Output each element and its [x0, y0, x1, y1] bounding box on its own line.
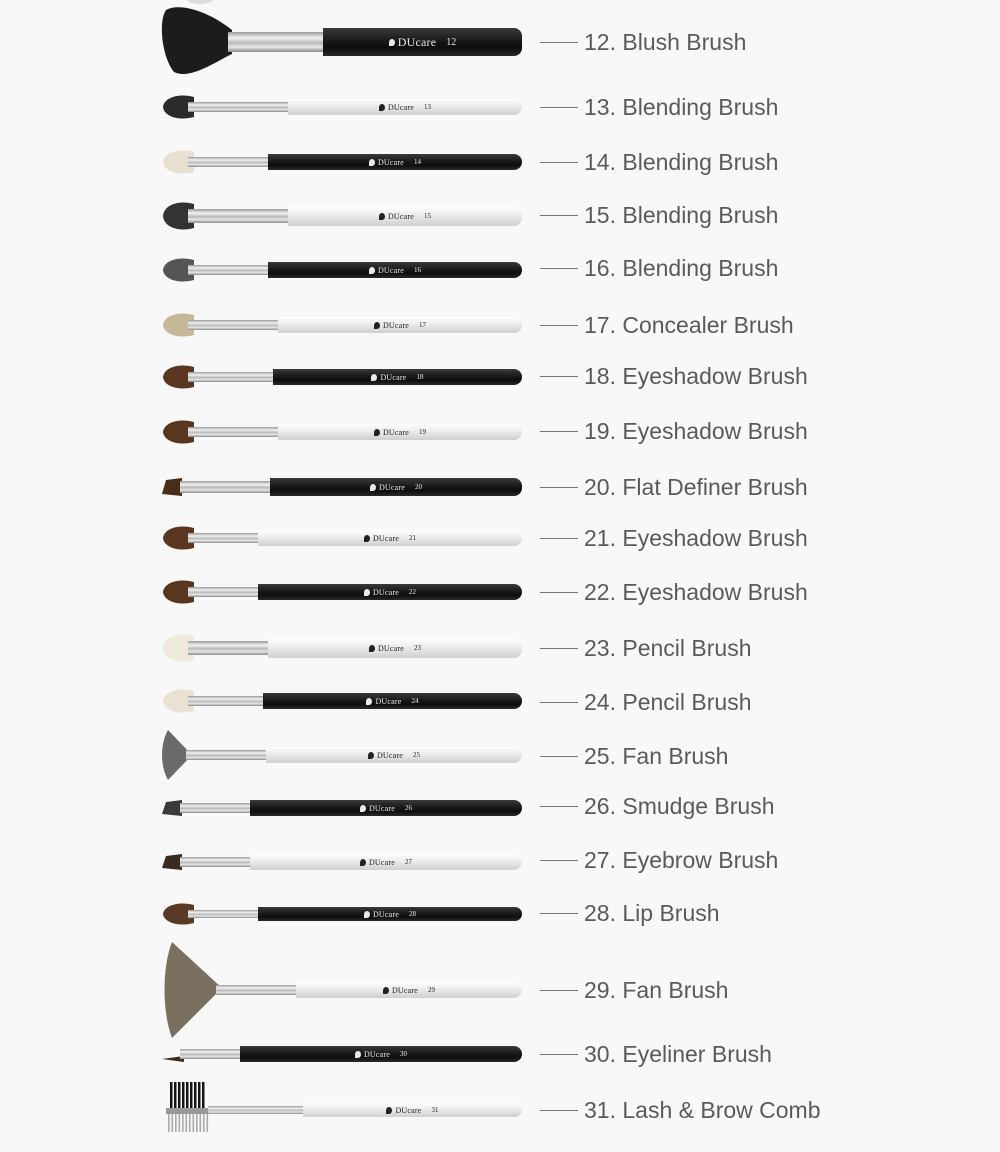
handle-brand: DUcare [372, 909, 400, 919]
brush-handle [250, 800, 522, 816]
handle-number: 23 [414, 644, 422, 652]
handle-number: 26 [405, 804, 413, 812]
brush-ferrule [228, 32, 323, 52]
brush-bristles [162, 800, 182, 821]
handle-brand: DUcare [368, 857, 396, 867]
leader-line [540, 42, 578, 43]
bristle-tuft [194, 1082, 197, 1108]
handle-brand: DUcare [375, 696, 402, 706]
comb-tooth [182, 1114, 184, 1132]
leader-line [540, 756, 578, 757]
brush-handle [303, 1103, 522, 1117]
handle-brand: DUcare [391, 985, 419, 995]
brush-ferrule [216, 985, 296, 995]
bristle-tuft [198, 1082, 201, 1108]
comb-tooth [179, 1114, 181, 1132]
leader-line [540, 431, 578, 432]
brand-logo-icon [369, 267, 375, 274]
brand-logo-icon [379, 104, 385, 111]
brand-logo-icon [374, 322, 380, 329]
brush-label: 18. Eyeshadow Brush [584, 363, 808, 389]
leader-line [540, 1054, 578, 1055]
brush-handle [273, 369, 522, 385]
brand-logo-icon [371, 374, 377, 381]
brush-label: 17. Concealer Brush [584, 312, 794, 338]
brush-ferrule [188, 102, 288, 112]
handle-number: 27 [405, 858, 413, 866]
handle-number: 19 [419, 428, 427, 436]
handle-number: 29 [428, 986, 436, 994]
bristle-tuft [174, 1082, 177, 1108]
handle-brand: DUcare [378, 482, 406, 492]
brush-label: 23. Pencil Brush [584, 635, 752, 661]
leader-line [540, 376, 578, 377]
comb-spine [166, 1108, 210, 1114]
handle-number: 24 [411, 697, 419, 705]
leader-line [540, 325, 578, 326]
brush-label: 19. Eyeshadow Brush [584, 418, 808, 444]
leader-line [540, 860, 578, 861]
brush-handle [258, 584, 522, 600]
brush-ferrule [186, 750, 266, 760]
handle-number: 13 [424, 103, 432, 111]
brush-handle [268, 154, 522, 170]
brush-ferrule [188, 372, 273, 382]
brush-handle [278, 424, 522, 440]
brand-logo-icon [386, 1107, 392, 1114]
brand-logo-icon [360, 859, 366, 866]
brush-ferrule [188, 209, 288, 223]
brush-label: 26. Smudge Brush [584, 793, 775, 819]
handle-number: 20 [415, 483, 423, 491]
comb-tooth [207, 1114, 209, 1132]
bristle-head [162, 800, 182, 816]
brush-label: 27. Eyebrow Brush [584, 847, 779, 873]
brush-label: 29. Fan Brush [584, 977, 729, 1003]
brush-ferrule [180, 481, 270, 493]
handle-brand: DUcare [377, 265, 405, 275]
handle-number: 16 [414, 266, 422, 274]
brush-handle [288, 206, 522, 226]
brush-handle [288, 99, 522, 115]
brand-logo-icon [369, 645, 375, 652]
brush-ferrule [208, 1106, 303, 1114]
bristle-head [162, 7, 232, 74]
leader-line [540, 107, 578, 108]
handle-brand: DUcare [395, 1105, 422, 1115]
brush-handle [240, 1046, 522, 1062]
brand-logo-icon [370, 484, 376, 491]
handle-brand: DUcare [376, 750, 404, 760]
handle-number: 18 [416, 373, 424, 381]
bristle-tuft [178, 1082, 181, 1108]
brand-logo-icon [364, 535, 370, 542]
brush-handle [266, 747, 522, 763]
handle-number: 30 [400, 1050, 408, 1058]
bristle-tuft [186, 1082, 189, 1108]
handle-brand: DUcare [380, 372, 407, 382]
brush-handle [263, 693, 522, 709]
handle-number: 22 [409, 588, 417, 596]
brand-logo-icon [366, 698, 372, 705]
brush-handle [268, 638, 522, 658]
handle-number: 25 [413, 751, 421, 759]
brush-ferrule [188, 587, 258, 597]
handle-brand: DUcare [377, 157, 405, 167]
bristle-head [162, 854, 182, 870]
handle-brand: DUcare [363, 1049, 391, 1059]
handle-brand: DUcare [377, 643, 405, 653]
brush-ferrule [180, 1049, 240, 1059]
brush-bristles [162, 854, 182, 875]
comb-tooth [186, 1114, 188, 1132]
brush-handle [268, 262, 522, 278]
brush-label: 12. Blush Brush [584, 29, 747, 55]
handle-brand: DUcare [397, 34, 437, 49]
brand-logo-icon [389, 39, 395, 46]
comb-tooth [193, 1114, 195, 1132]
brush-handle [323, 28, 522, 56]
brand-logo-icon [364, 589, 370, 596]
brush-ferrule [188, 320, 278, 330]
brand-logo-icon [383, 987, 389, 994]
handle-number: 15 [424, 212, 432, 220]
handle-brand: DUcare [387, 102, 415, 112]
brand-logo-icon [374, 429, 380, 436]
brush-label: 21. Eyeshadow Brush [584, 525, 808, 551]
brush-ferrule [188, 157, 268, 167]
handle-brand: DUcare [372, 533, 400, 543]
brush-ferrule [188, 696, 263, 706]
brand-logo-icon [360, 805, 366, 812]
leader-line [540, 592, 578, 593]
brush-handle [296, 982, 522, 998]
brush-bristles [160, 2, 232, 87]
comb-tooth [189, 1114, 191, 1132]
angled-bristles-icon [162, 854, 182, 870]
comb-tooth [196, 1114, 198, 1132]
comb-tooth [168, 1114, 170, 1132]
leader-line [540, 538, 578, 539]
handle-brand: DUcare [368, 803, 396, 813]
leader-line [540, 702, 578, 703]
comb-tooth [203, 1114, 205, 1132]
brush-handle [270, 478, 522, 496]
handle-number: 31 [431, 1106, 439, 1114]
smudge-bristles-icon [162, 800, 182, 816]
comb-tooth [175, 1114, 177, 1132]
leader-line [540, 268, 578, 269]
brush-ferrule [188, 910, 258, 918]
handle-number: 17 [419, 321, 427, 329]
leader-line [540, 1110, 578, 1111]
brush-ferrule [180, 857, 250, 867]
flat-brown-bristles-icon [162, 478, 182, 496]
brush-ferrule [188, 265, 268, 275]
brush-ferrule [188, 533, 258, 543]
brand-logo-icon [368, 752, 374, 759]
brush-label: 14. Blending Brush [584, 149, 779, 175]
fan-large-bristles-icon [162, 942, 222, 1038]
brush-ferrule [188, 641, 268, 655]
brush-bristles [162, 478, 182, 501]
brush-ferrule [188, 427, 278, 437]
leader-line [540, 162, 578, 163]
brush-label: 31. Lash & Brow Comb [584, 1097, 821, 1123]
brush-handle [278, 317, 522, 333]
brush-label: 30. Eyeliner Brush [584, 1041, 772, 1067]
bristle-head [165, 942, 223, 1038]
brush-handle [250, 854, 522, 870]
brush-bristles [162, 942, 222, 1043]
handle-brand: DUcare [372, 587, 400, 597]
brush-label: 20. Flat Definer Brush [584, 474, 808, 500]
brush-ferrule [180, 803, 250, 813]
handle-number: 21 [409, 534, 417, 542]
handle-brand: DUcare [382, 427, 410, 437]
leader-line [540, 806, 578, 807]
handle-brand: DUcare [387, 211, 415, 221]
brush-handle [258, 907, 522, 921]
brand-logo-icon [369, 159, 375, 166]
bristle-tuft [170, 1082, 173, 1108]
brand-logo-icon [364, 911, 370, 918]
brand-logo-icon [379, 213, 385, 220]
leader-line [540, 913, 578, 914]
brush-label: 13. Blending Brush [584, 94, 779, 120]
brush-handle [258, 530, 522, 546]
bristle-head [162, 478, 182, 496]
comb-tooth [200, 1114, 202, 1132]
bristle-tuft [190, 1082, 193, 1108]
handle-brand: DUcare [382, 320, 410, 330]
handle-number: 12 [446, 36, 457, 48]
bristle-tuft [182, 1082, 185, 1108]
brush-label: 25. Fan Brush [584, 743, 729, 769]
brand-logo-icon [355, 1051, 361, 1058]
handle-number: 14 [414, 158, 422, 166]
leader-line [540, 990, 578, 991]
bristle-tuft [202, 1082, 205, 1108]
comb-tooth [172, 1114, 174, 1132]
blush-bristles-icon [160, 2, 232, 82]
leader-line [540, 648, 578, 649]
brush-label: 16. Blending Brush [584, 255, 779, 281]
leader-line [540, 215, 578, 216]
handle-number: 28 [409, 910, 417, 918]
brush-label: 22. Eyeshadow Brush [584, 579, 808, 605]
brush-label: 15. Blending Brush [584, 202, 779, 228]
leader-line [540, 487, 578, 488]
brush-label: 24. Pencil Brush [584, 689, 752, 715]
brush-label: 28. Lip Brush [584, 900, 720, 926]
